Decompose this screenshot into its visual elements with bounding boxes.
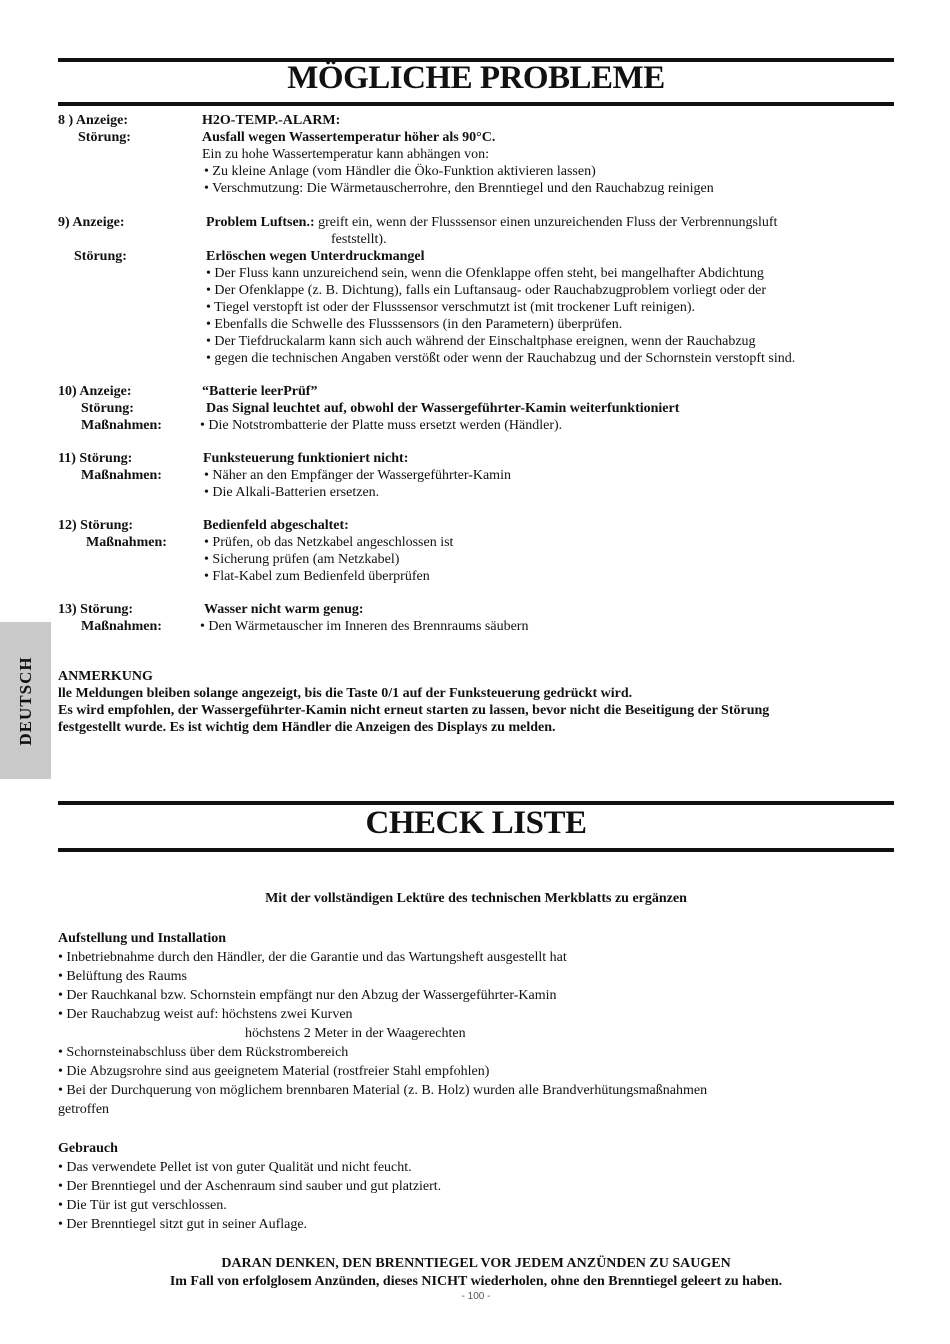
use-item4: • Der Brenntiegel sitzt gut in seiner Auflage.	[58, 1217, 308, 1232]
p12-bullet3: • Flat-Kabel zum Bedienfeld überprüfen	[204, 569, 430, 584]
install-item4: • Der Rauchabzug weist auf: höchstens zwei Kurven	[58, 1007, 353, 1022]
p11-bullet1: • Näher an den Empfänger der Wassergeführter-Kamin	[204, 468, 511, 483]
language-side-tab	[0, 622, 51, 779]
checklist-rule-bottom	[58, 848, 894, 852]
note-line2: Es wird empfohlen, der Wassergeführter-Kamin nicht erneut starten zu lassen, bevor nicht die Beseitigung der Störung	[58, 703, 770, 718]
p10-fault-value: Das Signal leuchtet auf, obwohl der Wassergeführter-Kamin weiterfunktioniert	[206, 401, 680, 416]
p8-label: 8 ) Anzeige:	[58, 113, 128, 128]
language-tab-label: DEUTSCH	[15, 655, 35, 746]
use-item2: • Der Brenntiegel und der Aschenraum sind sauber und gut platziert.	[58, 1179, 442, 1194]
note-line3: festgestellt wurde. Es ist wichtig dem Händler die Anzeigen des Displays zu melden.	[58, 720, 556, 735]
p12-label: 12) Störung:	[58, 518, 134, 533]
p9-value-rest: greift ein, wenn der Flusssensor einen unzureichenden Fluss der Verbrennungsluft	[314, 215, 778, 230]
p9-label: 9) Anzeige:	[58, 215, 125, 230]
p9-value	[206, 214, 777, 231]
install-item7-cont: getroffen	[58, 1102, 110, 1117]
p8-fault-value: Ausfall wegen Wassertemperatur höher als 90°C.	[202, 130, 496, 145]
use-heading: Gebrauch	[58, 1141, 118, 1156]
p9-bullet6: • gegen die technischen Angaben verstößt oder wenn der Rauchabzug und der Schornstein verstopft sind.	[206, 351, 796, 366]
p13-value: Wasser nicht warm genug:	[204, 602, 364, 617]
section-title-problems: MÖGLICHE PROBLEME	[287, 60, 665, 96]
p9-bullet3: • Tiegel verstopft ist oder der Flusssensor verschmutzt ist (mit trockener Luft reinigen).	[206, 300, 695, 315]
title-rule-bottom	[58, 102, 894, 106]
p9-bullet2: • Der Ofenklappe (z. B. Dichtung), falls ein Luftansaug- oder Rauchabzugproblem vorliegt oder der	[206, 283, 767, 298]
p10-label: 10) Anzeige:	[58, 384, 132, 399]
p10-measure-value: • Die Notstrombatterie der Platte muss ersetzt werden (Händler).	[200, 418, 563, 433]
section-title-checklist: CHECK LISTE	[365, 805, 587, 841]
p8-bullet1: • Zu kleine Anlage (vom Händler die Öko-Funktion aktivieren lassen)	[204, 164, 596, 179]
checklist-subtitle: Mit der vollständigen Lektüre des technischen Merkblatts zu ergänzen	[265, 891, 687, 906]
p12-bullet2: • Sicherung prüfen (am Netzkabel)	[204, 552, 400, 567]
p11-label: 11) Störung:	[58, 451, 133, 466]
p10-value: “Batterie leerPrüf”	[202, 384, 318, 399]
p11-value: Funksteuerung funktioniert nicht:	[203, 451, 409, 466]
reminder-line1: DARAN DENKEN, DEN BRENNTIEGEL VOR JEDEM ANZÜNDEN ZU SAUGEN	[221, 1256, 731, 1271]
p13-bullet1: • Den Wärmetauscher im Inneren des Brennraums säubern	[200, 619, 529, 634]
page-number: - 100 -	[461, 1291, 491, 1302]
p13-label: 13) Störung:	[58, 602, 134, 617]
reminder-line2: Im Fall von erfolglosem Anzünden, dieses NICHT wiederholen, ohne den Brenntiegel geleert zu haben.	[169, 1274, 783, 1289]
install-item3: • Der Rauchkanal bzw. Schornstein empfängt nur den Abzug der Wassergeführter-Kamin	[58, 988, 557, 1003]
p11-measure-label: Maßnahmen:	[81, 468, 162, 483]
install-item5: • Schornsteinabschluss über dem Rückstrombereich	[58, 1045, 349, 1060]
use-item1: • Das verwendete Pellet ist von guter Qualität und nicht feucht.	[58, 1160, 412, 1175]
note-line1: lle Meldungen bleiben solange angezeigt, bis die Taste 0/1 auf der Funksteuerung gedrückt wird.	[58, 686, 633, 701]
p8-value: H2O-TEMP.-ALARM:	[202, 113, 341, 128]
p9-fault-value: Erlöschen wegen Unterdruckmangel	[206, 249, 425, 264]
p12-bullet1: • Prüfen, ob das Netzkabel angeschlossen ist	[204, 535, 454, 550]
use-item3: • Die Tür ist gut verschlossen.	[58, 1198, 227, 1213]
install-item4-cont: höchstens 2 Meter in der Waagerechten	[245, 1026, 466, 1041]
p10-fault-label: Störung:	[81, 401, 134, 416]
p13-measure-label: Maßnahmen:	[81, 619, 162, 634]
p9-bullet5: • Der Tiefdruckalarm kann sich auch während der Einschaltphase ereignen, wenn der Rauchabzug	[206, 334, 756, 349]
p9-fault-label: Störung:	[74, 249, 127, 264]
p12-value: Bedienfeld abgeschaltet:	[203, 518, 349, 533]
p12-measure-label: Maßnahmen:	[86, 535, 167, 550]
p9-value-bold: Problem Luftsen.:	[206, 215, 315, 230]
install-item2: • Belüftung des Raums	[58, 969, 187, 984]
p9-value-cont: feststellt).	[331, 232, 387, 247]
p8-line1: Ein zu hohe Wassertemperatur kann abhängen von:	[202, 147, 490, 162]
p8-bullet2: • Verschmutzung: Die Wärmetauscherrohre, den Brenntiegel und den Rauchabzug reinigen	[204, 181, 714, 196]
install-heading: Aufstellung und Installation	[58, 931, 227, 946]
p9-bullet4: • Ebenfalls die Schwelle des Flusssensors (in den Parametern) überprüfen.	[206, 317, 623, 332]
p8-fault-label: Störung:	[78, 130, 131, 145]
install-item6: • Die Abzugsrohre sind aus geeignetem Material (rostfreier Stahl empfohlen)	[58, 1064, 490, 1079]
p11-bullet2: • Die Alkali-Batterien ersetzen.	[204, 485, 380, 500]
note-title: ANMERKUNG	[58, 669, 153, 684]
install-item1: • Inbetriebnahme durch den Händler, der die Garantie und das Wartungsheft ausgestellt hat	[58, 950, 567, 965]
p10-measure-label: Maßnahmen:	[81, 418, 162, 433]
install-item7: • Bei der Durchquerung von möglichem brennbaren Material (z. B. Holz) wurden alle Brandverhütungsmaßnahmen	[58, 1083, 708, 1098]
p9-bullet1: • Der Fluss kann unzureichend sein, wenn die Ofenklappe offen steht, bei mangelhafter Abdichtung	[206, 266, 764, 281]
